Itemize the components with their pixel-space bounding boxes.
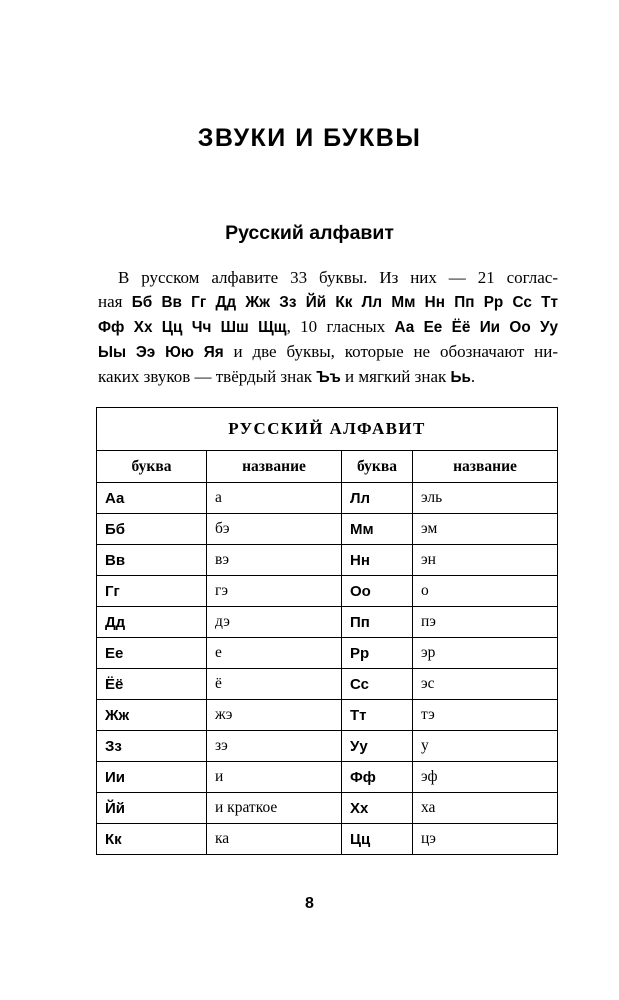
table-row <box>97 545 558 576</box>
letter-name-cell: эф <box>413 762 558 793</box>
letter-cell: Ии <box>97 762 207 793</box>
letter-cell: Хх <box>342 793 413 824</box>
letter-cell: Пп <box>342 607 413 638</box>
table-header-row <box>97 451 558 483</box>
alphabet-table <box>96 407 558 855</box>
letter-name-cell: эс <box>413 669 558 700</box>
table-row <box>97 700 558 731</box>
intro-text: каких звуков — твёрдый знак <box>98 367 313 386</box>
table-row <box>97 638 558 669</box>
letter-cell: Вв <box>97 545 207 576</box>
letter-name-cell: и <box>207 762 342 793</box>
vowel-letters: Ыы Ээ Юю Яя <box>98 344 224 361</box>
letter-cell: Ее <box>97 638 207 669</box>
letter-name-cell: эр <box>413 638 558 669</box>
intro-text: . <box>470 367 476 386</box>
letter-cell: Цц <box>342 824 413 855</box>
letter-name-cell: бэ <box>207 514 342 545</box>
column-header-letter: буква <box>97 451 207 483</box>
intro-line-1 <box>98 266 558 290</box>
chapter-title: ЗВУКИ И БУКВЫ <box>197 124 422 152</box>
intro-text: , 10 гласных <box>286 317 386 336</box>
letter-name-cell: у <box>413 731 558 762</box>
letter-name-cell: е <box>207 638 342 669</box>
table-row <box>97 762 558 793</box>
vowel-letters: Аа Ее Ёё Ии Оо Уу <box>394 319 559 336</box>
hard-sign: Ъъ <box>316 369 341 386</box>
letter-name-cell: жэ <box>207 700 342 731</box>
table-row <box>97 607 558 638</box>
letter-cell: Йй <box>97 793 207 824</box>
letter-cell: Лл <box>342 483 413 514</box>
letter-cell: Уу <box>342 731 413 762</box>
letter-name-cell: гэ <box>207 576 342 607</box>
table-row <box>97 514 558 545</box>
intro-text: В русском алфавите 33 буквы. Из них — 21 соглас- <box>118 268 558 287</box>
letter-cell: Ёё <box>97 669 207 700</box>
letter-name-cell: тэ <box>413 700 558 731</box>
consonant-letters: Бб Вв Гг Дд Жж Зз Йй Кк Лл Мм Нн Пп Рр Сс Тт <box>131 294 558 311</box>
letter-name-cell: эль <box>413 483 558 514</box>
letter-name-cell: пэ <box>413 607 558 638</box>
table-caption: РУССКИЙ АЛФАВИТ <box>97 408 558 451</box>
table-row <box>97 793 558 824</box>
page-number: 8 <box>305 895 314 912</box>
letter-cell: Кк <box>97 824 207 855</box>
intro-line-2 <box>98 290 558 315</box>
letter-name-cell: вэ <box>207 545 342 576</box>
letter-cell: Фф <box>342 762 413 793</box>
letter-cell: Жж <box>97 700 207 731</box>
intro-paragraph <box>98 266 558 390</box>
intro-text: и две буквы, которые не обозначают ни- <box>223 342 558 361</box>
letter-name-cell: дэ <box>207 607 342 638</box>
table-row <box>97 731 558 762</box>
letter-cell: Нн <box>342 545 413 576</box>
column-header-letter: буква <box>342 451 413 483</box>
letter-cell: Тт <box>342 700 413 731</box>
soft-sign: Ьь <box>450 369 471 386</box>
letter-cell: Сс <box>342 669 413 700</box>
intro-text: ная <box>98 292 123 311</box>
letter-name-cell: и краткое <box>207 793 342 824</box>
letter-name-cell: зэ <box>207 731 342 762</box>
letter-cell: Оо <box>342 576 413 607</box>
letter-cell: Аа <box>97 483 207 514</box>
letter-name-cell: ка <box>207 824 342 855</box>
letter-name-cell: цэ <box>413 824 558 855</box>
letter-cell: Гг <box>97 576 207 607</box>
intro-line-4 <box>98 340 558 365</box>
letter-name-cell: эм <box>413 514 558 545</box>
letter-name-cell: а <box>207 483 342 514</box>
letter-name-cell: ё <box>207 669 342 700</box>
column-header-name: название <box>207 451 342 483</box>
letter-cell: Рр <box>342 638 413 669</box>
table-row <box>97 483 558 514</box>
letter-cell: Мм <box>342 514 413 545</box>
table-row <box>97 669 558 700</box>
table-row <box>97 824 558 855</box>
table-caption-row <box>97 408 558 451</box>
letter-name-cell: о <box>413 576 558 607</box>
intro-line-3 <box>98 315 558 340</box>
intro-line-5 <box>98 365 558 390</box>
letter-name-cell: эн <box>413 545 558 576</box>
letter-cell: Бб <box>97 514 207 545</box>
section-title: Русский алфавит <box>225 222 394 244</box>
table-body <box>97 483 558 855</box>
column-header-name: название <box>413 451 558 483</box>
letter-cell: Зз <box>97 731 207 762</box>
letter-cell: Дд <box>97 607 207 638</box>
table-row <box>97 576 558 607</box>
letter-name-cell: ха <box>413 793 558 824</box>
consonant-letters: Фф Хх Цц Чч Шш Щщ <box>98 319 287 336</box>
intro-text: и мягкий знак <box>340 367 447 386</box>
